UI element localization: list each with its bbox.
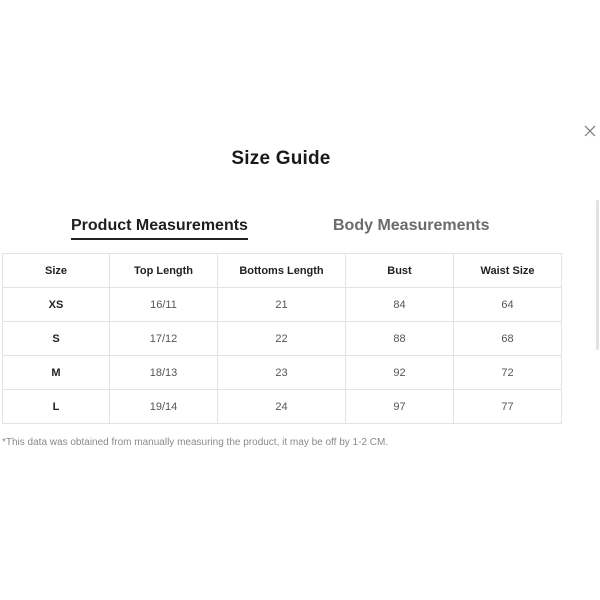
active-tab-underline — [71, 238, 248, 240]
bottoms-length-cell: 23 — [218, 356, 346, 390]
column-header-bottoms-length: Bottoms Length — [218, 254, 346, 288]
bottoms-length-cell: 24 — [218, 390, 346, 424]
table-header-row — [3, 254, 562, 288]
size-table — [2, 253, 562, 424]
close-icon[interactable] — [583, 124, 597, 138]
table-row — [3, 322, 562, 356]
close-button[interactable] — [583, 124, 597, 138]
bust-cell: 88 — [346, 322, 454, 356]
size-cell: S — [3, 322, 110, 356]
column-header-waist-size: Waist Size — [454, 254, 562, 288]
page-title: Size Guide — [231, 148, 331, 169]
waist-size-cell: 72 — [454, 356, 562, 390]
waist-size-cell: 77 — [454, 390, 562, 424]
table-row — [3, 288, 562, 322]
waist-size-cell: 68 — [454, 322, 562, 356]
table-row — [3, 390, 562, 424]
measurement-disclaimer: *This data was obtained from manually measuring the product, it may be off by 1-2 CM. — [2, 437, 389, 448]
column-header-bust: Bust — [346, 254, 454, 288]
measurement-tabs — [0, 217, 600, 245]
top-length-cell: 18/13 — [110, 356, 218, 390]
table-row — [3, 356, 562, 390]
top-length-cell: 19/14 — [110, 390, 218, 424]
tab-product-measurements[interactable] — [71, 217, 248, 235]
tab-body-measurements[interactable] — [333, 217, 490, 235]
size-cell: XS — [3, 288, 110, 322]
size-cell: M — [3, 356, 110, 390]
top-length-cell: 16/11 — [110, 288, 218, 322]
column-header-size: Size — [3, 254, 110, 288]
waist-size-cell: 64 — [454, 288, 562, 322]
tab-product-label: Product Measurements — [71, 217, 248, 234]
bottoms-length-cell: 21 — [218, 288, 346, 322]
size-cell: L — [3, 390, 110, 424]
bust-cell: 84 — [346, 288, 454, 322]
top-length-cell: 17/12 — [110, 322, 218, 356]
bust-cell: 97 — [346, 390, 454, 424]
tab-body-label: Body Measurements — [333, 217, 490, 234]
column-header-top-length: Top Length — [110, 254, 218, 288]
bottoms-length-cell: 22 — [218, 322, 346, 356]
bust-cell: 92 — [346, 356, 454, 390]
